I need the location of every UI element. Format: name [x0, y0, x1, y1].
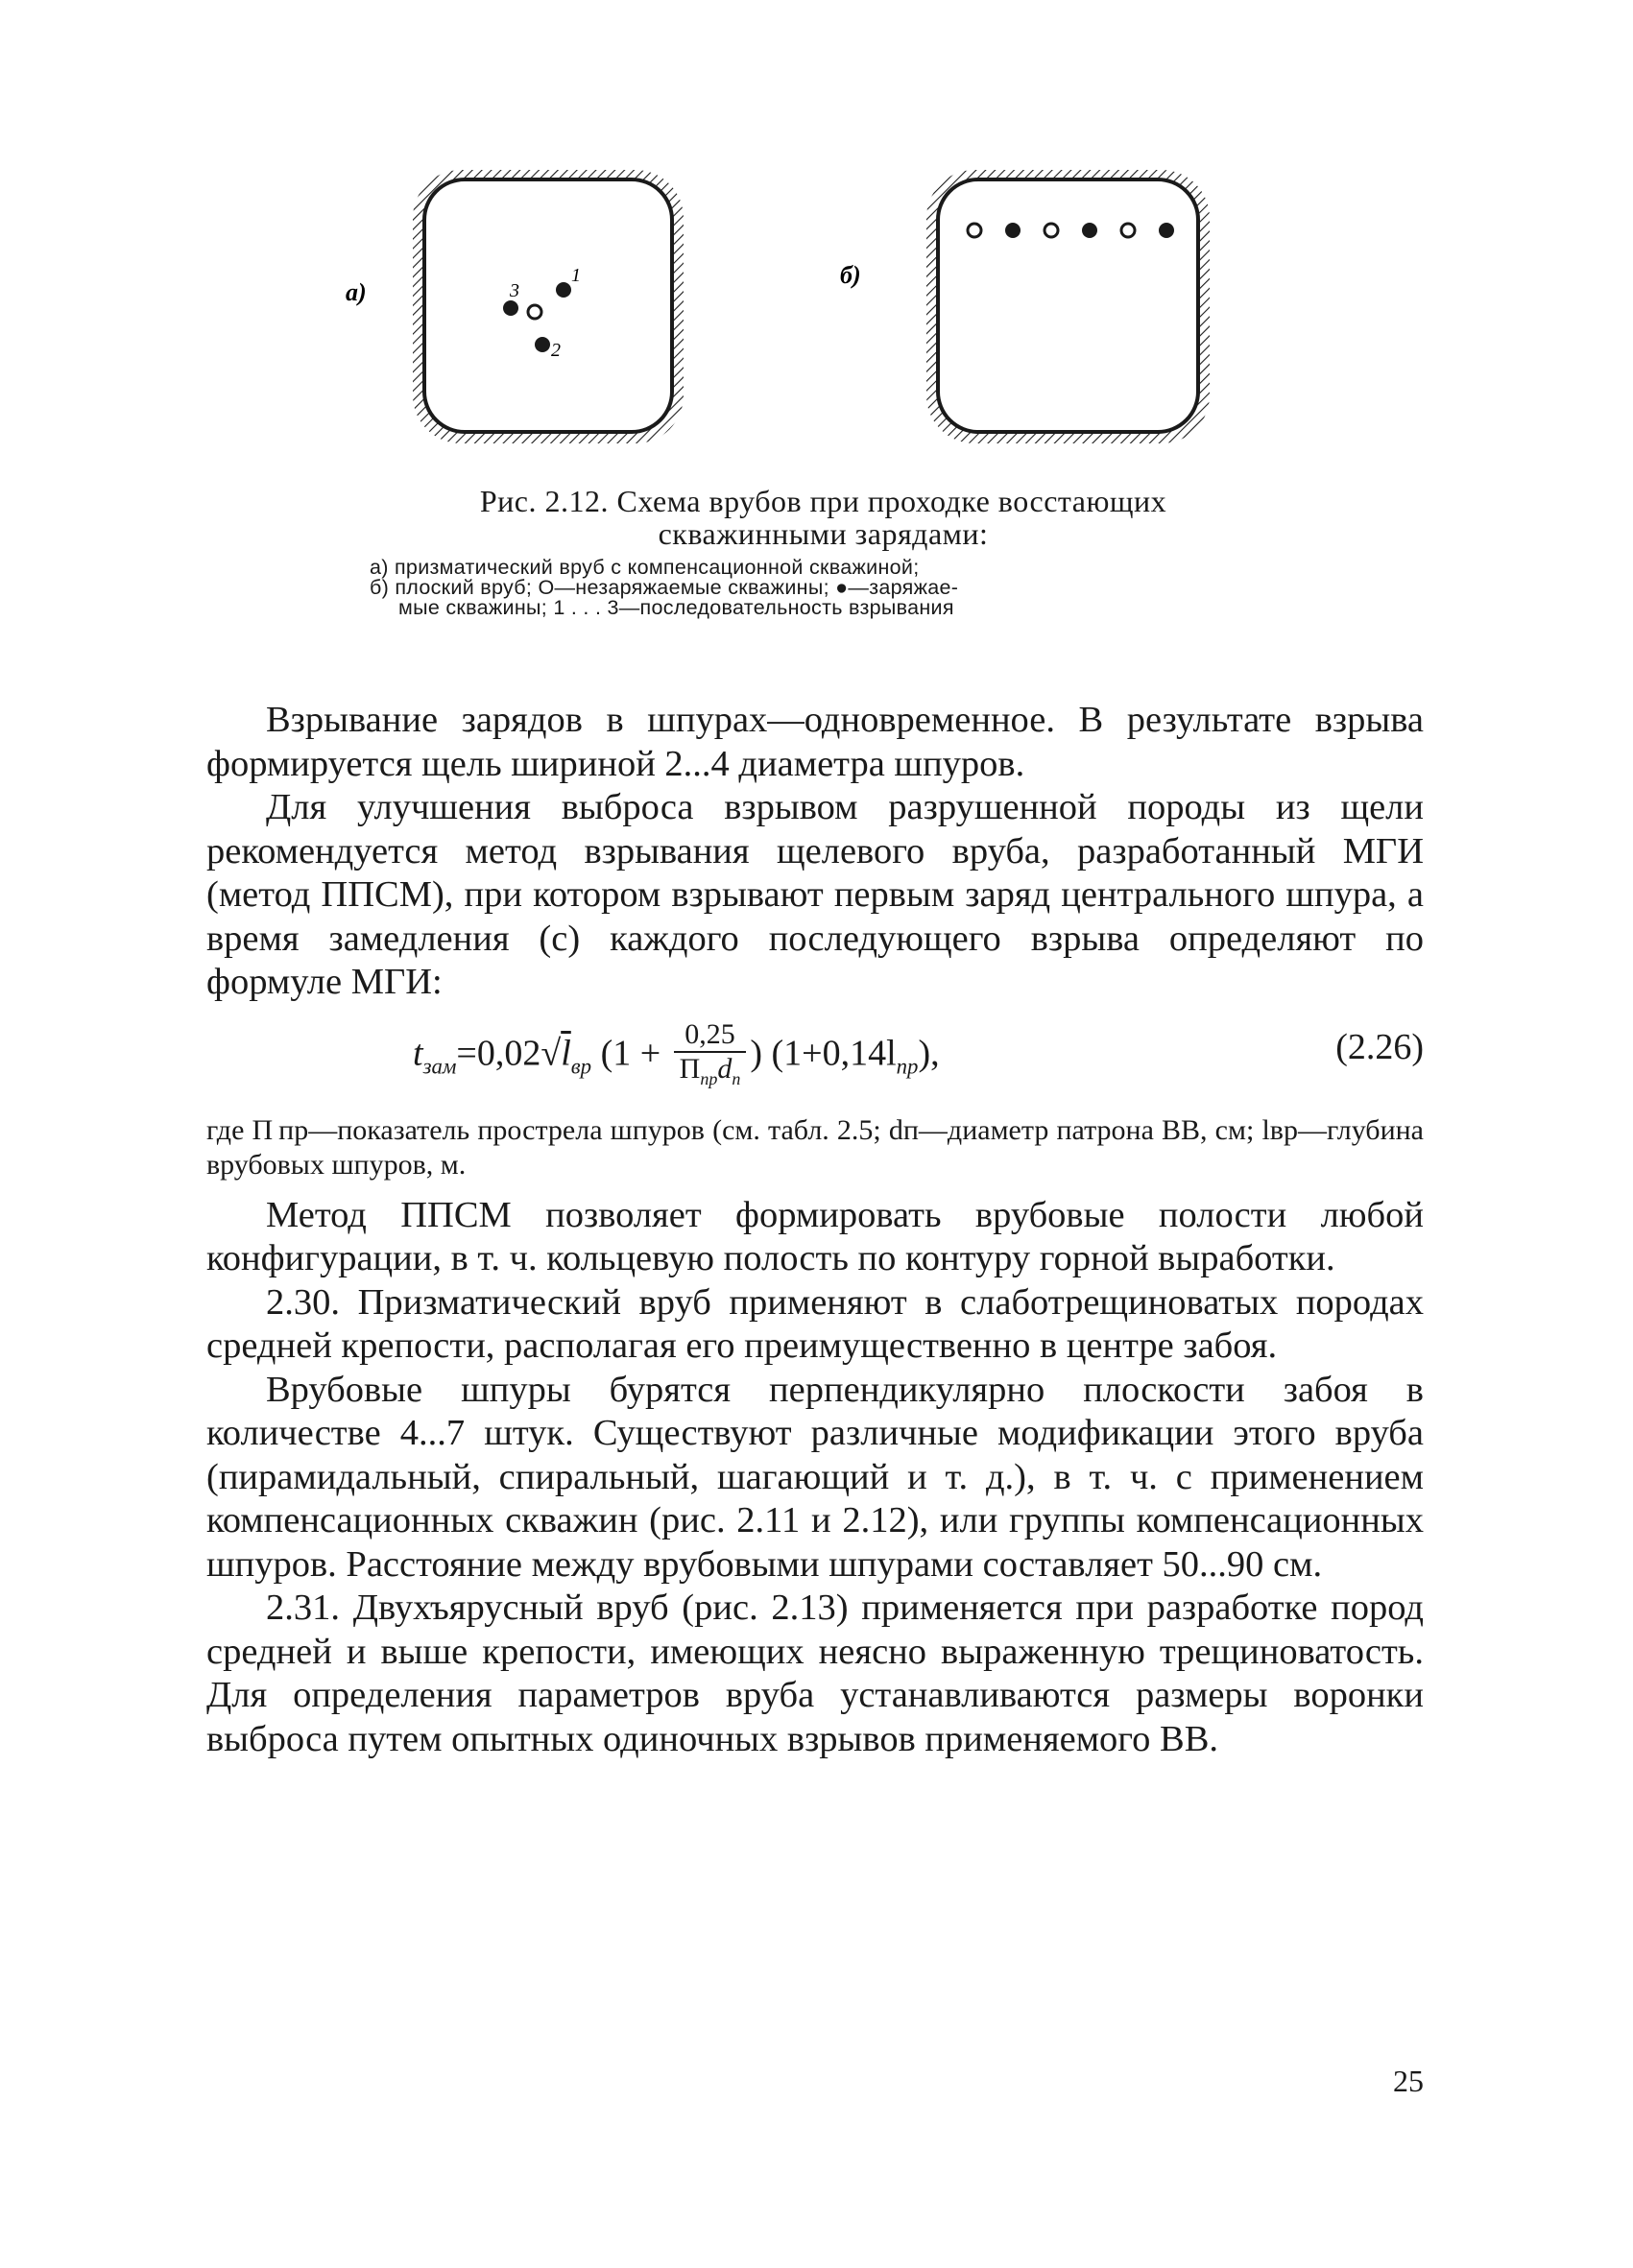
figure-drawing [341, 158, 1301, 466]
formula-paren-open: (1 + [600, 1033, 661, 1074]
panel-a [413, 170, 684, 443]
denominator-d-sub: п [732, 1068, 741, 1088]
figure-caption [370, 485, 1277, 618]
raise-contour-b [938, 179, 1198, 432]
charged-hole-3 [503, 300, 518, 316]
hole-label-3: 3 [510, 280, 519, 301]
paragraph-2: Для улучшения выброса взрывом разрушенной породы из щели рекомендуется метод взрывания щелевого вруба, разработанный МГИ (метод ППСМ), при котором взрывают первым заряд центрального шпура, а время замедления (с) каждого последующего взрыва определяют по формуле МГИ: [206, 787, 1424, 1002]
fraction-numerator: 0,25 [674, 1018, 747, 1053]
formula-tail-sub: пр [896, 1053, 919, 1078]
fraction-denominator [674, 1053, 747, 1095]
formula-l: l [561, 1033, 571, 1074]
charged-hole [1159, 223, 1174, 238]
caption-legend-line-1: а) призматический вруб с компенсационной скважиной; [370, 556, 920, 579]
denominator-p: П [679, 1052, 701, 1085]
formula-tail: (1+0,14l [771, 1033, 897, 1074]
formula-lhs: t [413, 1033, 423, 1074]
uncharged-hole [1045, 224, 1058, 237]
formula-tail-end: ), [918, 1033, 940, 1074]
charged-hole-1 [556, 282, 571, 298]
charged-hole [1005, 223, 1021, 238]
denominator-d: d [717, 1052, 732, 1085]
figure-2-12 [341, 158, 1301, 466]
panel-a-label: а) [346, 278, 367, 306]
panel-b-label: б) [840, 261, 861, 289]
formula-sqrt: √ [540, 1033, 562, 1074]
uncharged-hole [968, 224, 981, 237]
paragraph-1: Взрывание зарядов в шпурах—одновременное. В результате взрыва формируется щель шириной 2...4 диаметра шпуров. [206, 700, 1424, 784]
paragraph-4: 2.30. Призматический вруб применяют в слаботрещиноватых породах средней крепости, располагая его преимущественно в центре забоя. [206, 1281, 1424, 1366]
formula-expression [413, 1018, 940, 1095]
denominator-p-sub: пр [700, 1068, 718, 1088]
paragraph-6: 2.31. Двухъярусный вруб (рис. 2.13) применяется при разработке пород средней и выше крепости, имеющих неясно выраженную трещиноватость. Для определения параметров вруба устанавливаются размеры воронки выброса путем опытных одиночных взрывов применяемого ВВ. [206, 1588, 1424, 1759]
caption-title [370, 485, 1277, 550]
charged-hole-2 [535, 337, 550, 352]
formula-coefficient: =0,02 [456, 1033, 541, 1074]
formula-lhs-sub: зам [422, 1053, 457, 1078]
formula-note: где П пр—показатель прострела шпуров (см. табл. 2.5; dп—диаметр патрона ВВ, см; lвр—глубина врубовых шпуров, м. [206, 1113, 1424, 1181]
formula-l-sub: вр [570, 1053, 592, 1078]
hole-label-2: 2 [551, 340, 561, 361]
formula-fraction [674, 1018, 747, 1095]
paragraph-5: Врубовые шпуры бурятся перпендикулярно плоскости забоя в количестве 4...7 штук. Существуют различные модификации этого вруба (пирамидальный, спиральный, шагающий и т. д.), в т. ч. с применением компенсационных скважин (рис. 2.11 и 2.12), или группы компенсационных шпуров. Расстояние между врубовыми шпурами составляет 50...90 см. [206, 1369, 1424, 1585]
raise-contour-a [424, 179, 672, 432]
caption-legend [370, 558, 1277, 618]
caption-title-line-1: Рис. 2.12. Схема врубов при проходке восстающих [479, 484, 1167, 518]
page-number: 25 [1393, 2064, 1424, 2098]
uncharged-hole [528, 305, 541, 319]
formula-2-26 [206, 1009, 1424, 1100]
paragraph-3: Метод ППСМ позволяет формировать врубовые полости любой конфигурации, в т. ч. кольцевую полость по контуру горной выработки. [206, 1194, 1424, 1278]
caption-legend-line-3: мые скважины; 1 . . . 3—последовательность взрывания [398, 596, 954, 619]
panel-b [926, 170, 1210, 443]
formula-paren-close: ) [750, 1033, 762, 1074]
body-text [206, 699, 1424, 1761]
charged-hole [1082, 223, 1097, 238]
uncharged-hole [1121, 224, 1135, 237]
caption-legend-line-2: б) плоский вруб; О—незаряжаемые скважины; ●—заряжае- [370, 576, 959, 599]
hole-label-1: 1 [571, 265, 581, 286]
caption-title-line-2: скважинными зарядами: [658, 516, 989, 551]
equation-number: (2.26) [1335, 1026, 1424, 1067]
